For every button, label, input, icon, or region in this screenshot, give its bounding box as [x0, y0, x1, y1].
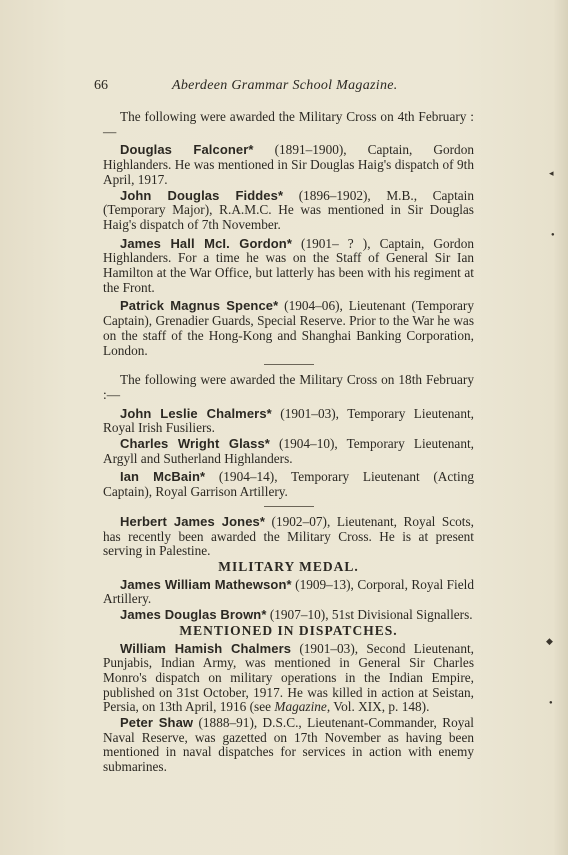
entry-text: (1904–10), Temporary Lieutenant, Argyll and Sutherland Highlanders.	[103, 436, 474, 466]
margin-mark: ◆	[546, 636, 553, 646]
award-entry	[103, 189, 474, 233]
person-name: Charles Wright Glass*	[120, 436, 270, 452]
entry-text: (1901–03), Second Lieutenant, Punjabis, Indian Army, was mentioned in General Sir Charles Monro's dispatch on military operations in the Indian Empire, published on 31st October, 1917. He was killed in action at Seistan, Persia, on 13th April, 1916 (see	[103, 640, 474, 715]
entry-text: (1909–13), Corporal, Royal Field Artillery.	[103, 576, 474, 607]
magazine-reference: Magazine	[274, 699, 327, 715]
award-entry	[103, 515, 474, 559]
person-name: John Douglas Fiddes*	[120, 187, 284, 203]
running-title: Aberdeen Grammar School Magazine.	[172, 78, 398, 93]
award-entry	[103, 237, 474, 296]
entry-text: (1904–06), Lieutenant (Temporary Captain), Grenadier Guards, Special Reserve. Prior to the War he was on the staff of the Hong-Kong and Shanghai Banking Corporation, London.	[103, 298, 475, 358]
person-name: Patrick Magnus Spence*	[120, 298, 279, 314]
award-entry	[103, 470, 474, 499]
award-entry	[103, 578, 474, 607]
person-name: William Hamish Chalmers	[120, 640, 292, 656]
person-name: Herbert James Jones*	[120, 513, 266, 529]
award-entry	[103, 143, 474, 187]
entry-text: (1902–07), Lieutenant, Royal Scots, has recently been awarded the Military Cross. He is at present serving in Palestine.	[103, 513, 474, 559]
award-entry	[103, 407, 474, 436]
person-name: John Leslie Chalmers*	[120, 405, 272, 421]
award-entry	[103, 437, 474, 466]
person-name: Peter Shaw	[120, 715, 194, 731]
dispatch-entry	[103, 716, 474, 775]
entry-text: (1907–10), 51st Divisional Signallers.	[266, 607, 473, 623]
margin-mark: ◂	[549, 168, 554, 178]
entry-text: (1896–1902), M.B., Captain (Temporary Major), R.A.M.C. He was mentioned in Sir Douglas Haig's dispatch of 7th November.	[103, 187, 475, 232]
award-entry	[103, 299, 474, 358]
section-heading: MENTIONED IN DISPATCHES.	[179, 622, 398, 638]
margin-mark: ●	[549, 700, 553, 706]
person-name: Douglas Falconer*	[120, 142, 254, 158]
person-name: Ian McBain*	[120, 469, 206, 485]
page-number: 66	[94, 78, 108, 93]
intro-paragraph: The following were awarded the Military Cross on 18th February :—	[103, 372, 474, 402]
dispatch-entry	[103, 642, 474, 716]
intro-paragraph: The following were awarded the Military Cross on 4th February :—	[103, 109, 474, 139]
page-edge	[554, 0, 568, 855]
entry-text: , Vol. XIX, p. 148).	[326, 699, 430, 715]
entry-text: (1901–03), Temporary Lieutenant, Royal Irish Fusiliers.	[103, 405, 474, 436]
person-name: James William Mathewson*	[120, 576, 292, 592]
award-entry	[103, 608, 474, 623]
article-body	[103, 110, 474, 775]
section-heading: MILITARY MEDAL.	[218, 558, 359, 574]
person-name: James Hall McI. Gordon*	[120, 235, 292, 251]
person-name: James Douglas Brown*	[120, 607, 267, 623]
entry-text: (1904–14), Temporary Lieutenant (Acting Captain), Royal Garrison Artillery.	[103, 469, 474, 500]
section-divider	[264, 506, 314, 507]
entry-text: (1891–1900), Captain, Gordon Highlanders. He was mentioned in Sir Douglas Haig's dispatch of 9th April, 1917.	[103, 142, 475, 187]
entry-text: (1888–91), D.S.C., Lieutenant-Commander, Royal Naval Reserve, was gazetted on 17th November as having been mentioned in naval dispatches for services in action with enemy submarines.	[103, 715, 474, 775]
entry-text: (1901– ? ), Captain, Gordon Highlanders. For a time he was on the Staff of General Sir Ian Hamilton at the War Office, but latterly has been with his regiment at the Front.	[103, 235, 474, 295]
section-divider	[264, 364, 314, 365]
margin-mark: ●	[551, 232, 555, 238]
